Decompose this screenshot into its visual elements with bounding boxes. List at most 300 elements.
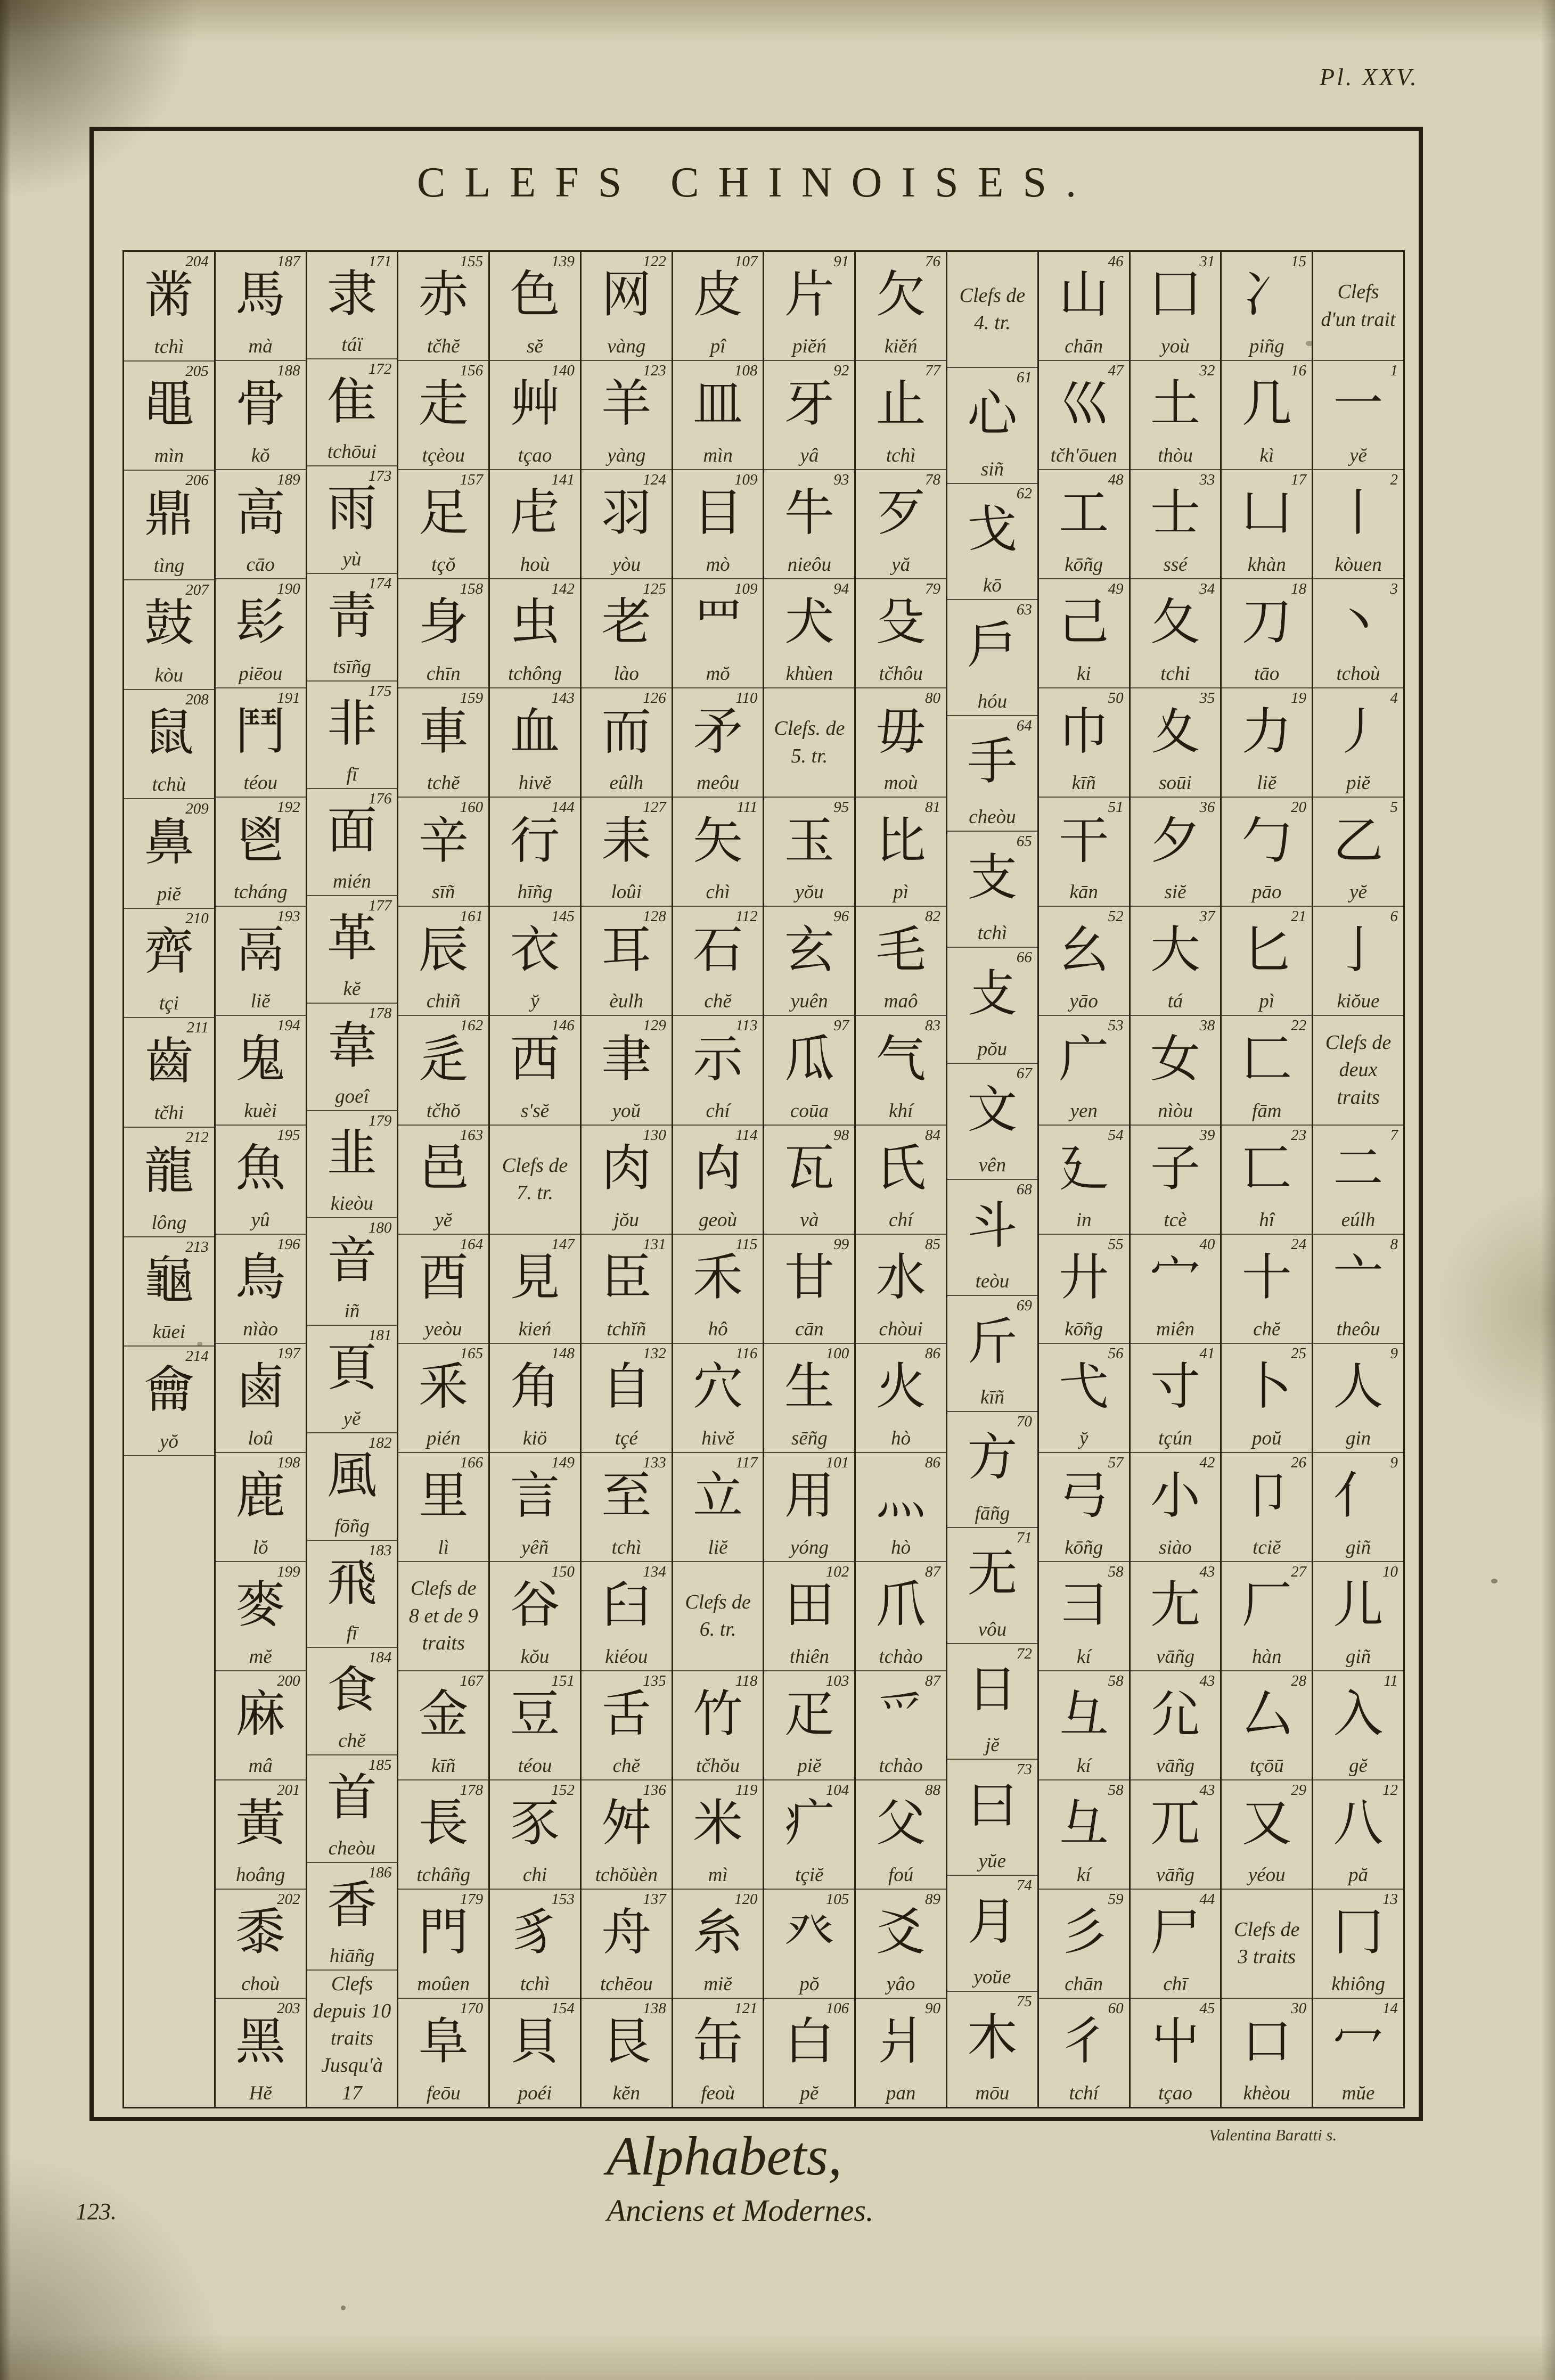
radical-glyph: 疒 [784, 1796, 834, 1852]
radical-glyph: 爻 [875, 1905, 926, 1961]
radical-cell [764, 1562, 854, 1671]
radical-glyph: 欠 [875, 267, 926, 323]
radical-number: 76 [925, 253, 941, 270]
radical-name: hivĕ [518, 772, 552, 794]
radical-glyph: 刀 [1241, 595, 1292, 651]
radical-glyph: 子 [1150, 1141, 1200, 1197]
radical-number: 136 [643, 1781, 666, 1799]
radical-number: 28 [1291, 1672, 1307, 1689]
radical-number: 139 [551, 253, 575, 270]
radical-name: yŭe [978, 1850, 1006, 1873]
radical-name: kōñg [1065, 554, 1103, 576]
radical-glyph: 西 [510, 1031, 560, 1087]
radical-cell [490, 1671, 580, 1780]
radical-name: tsīñg [332, 655, 371, 678]
radical-number: 38 [1199, 1017, 1215, 1035]
radical-glyph: 齊 [144, 924, 194, 980]
radical-name: yêñ [521, 1536, 549, 1558]
radical-name: yĕ [343, 1407, 361, 1430]
radical-name: thòu [1158, 445, 1193, 467]
radical-number: 116 [735, 1344, 758, 1362]
radical-number: 91 [833, 253, 849, 270]
radical-glyph: 几 [1241, 376, 1292, 432]
radical-number: 112 [735, 908, 758, 925]
radical-name: sīñ [432, 881, 455, 904]
radical-cell [124, 909, 214, 1019]
radical-number: 77 [925, 362, 941, 380]
radical-cell [398, 361, 488, 470]
radical-name: yĕ [1349, 881, 1367, 904]
radical-number: 49 [1108, 580, 1124, 598]
radical-glyph: 文 [967, 1082, 1018, 1138]
radical-glyph: 矢 [693, 813, 743, 869]
radical-glyph: 石 [693, 922, 743, 978]
radical-number: 72 [1016, 1645, 1032, 1662]
radical-column-11 [1039, 252, 1131, 2107]
radical-glyph: 彳 [1059, 2014, 1109, 2070]
engraver-credit: Valentina Baratti s. [1209, 2125, 1337, 2144]
radical-number: 184 [368, 1649, 392, 1667]
radical-name: tāo [1254, 663, 1280, 685]
radical-name: tìng [153, 554, 185, 577]
radical-cell [307, 1326, 397, 1433]
radical-glyph: 癶 [784, 1905, 834, 1961]
radical-glyph: 彑 [1059, 1687, 1109, 1743]
radical-name: kieòu [330, 1193, 374, 1215]
radical-name: moù [883, 772, 918, 794]
radical-name: tčhĕ [427, 335, 460, 358]
radical-number: 58 [1108, 1781, 1124, 1799]
radical-name: tchông [508, 663, 562, 685]
radical-glyph: 虍 [510, 486, 560, 541]
radical-number: 147 [551, 1235, 575, 1253]
radical-number: 107 [734, 253, 758, 270]
radical-glyph: 鳥 [235, 1250, 286, 1306]
radical-number: 129 [643, 1017, 666, 1035]
radical-number: 192 [277, 799, 300, 816]
radical-cell [582, 470, 672, 579]
radical-name: yòu [612, 554, 641, 576]
radical-glyph: 月 [967, 1894, 1018, 1950]
radical-cell [124, 252, 214, 362]
radical-number: 95 [833, 799, 849, 816]
radical-cell [216, 688, 306, 798]
radical-name: tciĕ [1253, 1536, 1281, 1558]
radical-glyph: 甘 [784, 1250, 834, 1306]
radical-number: 63 [1016, 601, 1032, 618]
radical-glyph: 曰 [967, 1778, 1018, 1834]
radical-glyph: 虫 [510, 595, 560, 651]
radical-number: 53 [1108, 1017, 1124, 1035]
radical-name: chĕ [612, 1754, 640, 1777]
radical-cell [1313, 1344, 1403, 1453]
radical-glyph: 比 [875, 813, 926, 869]
radical-cell [1039, 798, 1129, 907]
radical-cell [307, 252, 397, 359]
radical-cell [1131, 907, 1221, 1016]
radical-cell [307, 1648, 397, 1755]
radical-name: gĕ [1349, 1754, 1368, 1777]
radical-cell [1131, 1016, 1221, 1125]
radical-glyph: 凵 [1241, 486, 1292, 541]
radical-glyph: 兀 [1150, 1796, 1200, 1852]
radical-name: chiñ [426, 990, 461, 1013]
radical-cell [216, 252, 306, 361]
radical-glyph: 黑 [235, 2014, 286, 2070]
radical-name: kiö [522, 1427, 547, 1449]
radical-cell [856, 1890, 946, 1999]
radical-name: tchĕ [427, 772, 460, 794]
radical-name: gin [1345, 1427, 1371, 1449]
radical-cell [1131, 252, 1221, 361]
radical-cell [490, 907, 580, 1016]
radical-cell [216, 470, 306, 579]
radical-cell [856, 1453, 946, 1562]
radical-name: hàn [1252, 1645, 1282, 1668]
radical-glyph: 禸 [693, 1141, 743, 1197]
radical-name: tçao [518, 445, 552, 467]
radical-cell [1222, 798, 1312, 907]
radical-name: giñ [1345, 1645, 1371, 1668]
radical-cell [673, 1999, 763, 2107]
radical-cell [1313, 470, 1403, 579]
radical-glyph: 廴 [1059, 1141, 1109, 1197]
radical-cell [947, 1644, 1037, 1760]
radical-cell [216, 1235, 306, 1344]
radical-name: vôu [978, 1618, 1007, 1640]
radical-glyph: 鬯 [235, 813, 286, 869]
radical-glyph: 爿 [875, 2014, 926, 2070]
radical-cell [673, 798, 763, 907]
radical-number: 16 [1291, 362, 1307, 380]
radical-cell [216, 1453, 306, 1562]
radical-name: poŭ [1252, 1427, 1282, 1449]
radical-glyph: 氏 [875, 1141, 926, 1197]
radical-cell [582, 1453, 672, 1562]
radical-name: tchì [520, 1973, 550, 1995]
radical-cell [490, 1235, 580, 1344]
radical-name: khí [889, 1099, 913, 1122]
radical-number: 80 [925, 690, 941, 707]
radical-glyph: 高 [235, 486, 286, 541]
radical-glyph: 瓦 [784, 1141, 834, 1197]
radical-glyph: 爫 [875, 1687, 926, 1743]
radical-cell [1313, 1453, 1403, 1562]
radical-number: 108 [734, 362, 758, 380]
radical-name: chĕ [1253, 1318, 1281, 1340]
radical-name: feoù [701, 2082, 735, 2105]
radical-cell [1222, 907, 1312, 1016]
radical-glyph: 片 [784, 267, 834, 323]
radical-cell [307, 789, 397, 897]
radical-name: yŏ [159, 1431, 178, 1453]
radical-name: pan [886, 2082, 916, 2105]
radical-number: 31 [1199, 253, 1215, 270]
radical-name: fōñg [334, 1515, 370, 1537]
radical-glyph: 缶 [693, 2014, 743, 2070]
radical-glyph: 巛 [1059, 376, 1109, 432]
radical-cell [307, 466, 397, 574]
radical-number: 67 [1016, 1065, 1032, 1082]
radical-name: kīñ [980, 1386, 1005, 1408]
radical-cell [1222, 1453, 1312, 1562]
radical-glyph: 魚 [235, 1141, 286, 1197]
radical-number: 158 [460, 580, 484, 598]
radical-number: 177 [368, 897, 392, 915]
radical-name: mò [706, 554, 730, 576]
radical-number: 137 [643, 1890, 666, 1908]
radical-name: tchì [154, 335, 184, 358]
radical-glyph: 广 [1059, 1031, 1109, 1087]
radical-cell [1131, 1235, 1221, 1344]
radical-name: mì [708, 1864, 728, 1886]
radical-cell [1039, 470, 1129, 579]
radical-number: 39 [1199, 1126, 1215, 1144]
radical-name: tçao [1158, 2082, 1192, 2105]
radical-cell [490, 361, 580, 470]
radical-cell [764, 1999, 854, 2107]
radical-name: chí [889, 1209, 913, 1231]
radical-name: cān [795, 1318, 824, 1340]
radical-glyph: 黽 [144, 377, 194, 433]
radical-name: chī [1163, 1973, 1188, 1995]
radical-cell [1131, 1453, 1221, 1562]
radical-cell [1313, 1999, 1403, 2107]
radical-cell [307, 1863, 397, 1971]
radical-cell [307, 1433, 397, 1541]
radical-glyph: 食 [326, 1663, 377, 1719]
radical-glyph: 寸 [1150, 1359, 1200, 1415]
radical-name: fī [346, 1622, 358, 1645]
radical-glyph: 貝 [510, 2014, 560, 2070]
radical-number: 138 [643, 2000, 666, 2017]
radical-glyph: 殳 [875, 595, 926, 651]
radical-number: 201 [277, 1781, 300, 1799]
radical-name: kīñ [1071, 772, 1096, 794]
radical-name: yéou [1248, 1864, 1286, 1886]
radical-name: kŏu [520, 1645, 550, 1668]
radical-glyph: 冫 [1241, 267, 1292, 323]
radical-name: piñg [1249, 335, 1284, 358]
radical-number: 34 [1199, 580, 1215, 598]
radical-name: liĕ [1257, 772, 1277, 794]
radical-name: lì [438, 1536, 449, 1558]
radical-number: 43 [1199, 1672, 1215, 1689]
radical-name: chĕ [704, 990, 732, 1013]
radical-number: 58 [1108, 1563, 1124, 1580]
radical-name: tchĭñ [607, 1318, 646, 1340]
radical-cell [582, 252, 672, 361]
radical-name: hivĕ [701, 1427, 734, 1449]
radical-cell [490, 798, 580, 907]
radical-name: kīñ [431, 1754, 456, 1777]
radical-glyph: 斗 [967, 1198, 1018, 1254]
radical-name: eúlh [1341, 1209, 1376, 1231]
radical-number: 148 [551, 1344, 575, 1362]
radical-cell [216, 1016, 306, 1125]
paper-stain [1491, 1579, 1497, 1583]
radical-name: yâ [800, 445, 819, 467]
radical-cell [307, 1111, 397, 1219]
radical-name: hóu [977, 690, 1008, 712]
radical-number: 142 [551, 580, 575, 598]
radical-number: 32 [1199, 362, 1215, 380]
radical-glyph: 小 [1150, 1468, 1200, 1524]
radical-name: tčhŏ [426, 1099, 461, 1122]
radical-glyph: 羊 [601, 376, 652, 432]
radical-number: 36 [1199, 799, 1215, 816]
radical-name: tchēou [600, 1973, 653, 1995]
radical-name: foú [888, 1864, 914, 1886]
radical-number: 61 [1016, 368, 1032, 386]
radical-cell [307, 359, 397, 467]
radical-cell [1131, 1890, 1221, 1999]
radical-column-12 [1131, 252, 1222, 2107]
radical-number: 122 [643, 253, 666, 270]
radical-name: táï [341, 333, 363, 356]
radical-name: tçé [615, 1427, 638, 1449]
radical-name: kiĕń [884, 335, 918, 358]
radical-glyph: 聿 [601, 1031, 652, 1087]
radical-number: 12 [1382, 1781, 1398, 1799]
radical-glyph: 辰 [418, 922, 469, 978]
radical-cell [947, 1412, 1037, 1528]
radical-name: pĕ [800, 2082, 819, 2105]
radical-cell [307, 682, 397, 789]
radical-name: kān [1069, 881, 1098, 904]
radical-glyph: 鼎 [144, 487, 194, 543]
radical-cell [1039, 1126, 1129, 1235]
radical-glyph: 首 [326, 1770, 377, 1826]
radical-name: kōñg [1065, 1536, 1103, 1558]
radical-number: 131 [643, 1235, 666, 1253]
radical-number: 88 [925, 1781, 941, 1799]
radical-name: soūi [1159, 772, 1192, 794]
radical-name: kień [518, 1318, 552, 1340]
radical-name: fām [1252, 1099, 1282, 1122]
radical-cell [216, 1126, 306, 1235]
radical-glyph: 隹 [326, 374, 377, 430]
radical-number: 144 [551, 799, 575, 816]
caption-subtitle: Anciens et Modernes. [607, 2193, 874, 2228]
radical-column-9 [856, 252, 947, 2107]
radical-name: tčhi [154, 1102, 184, 1125]
radical-cell [1039, 1780, 1129, 1890]
paper-stain [341, 2305, 346, 2310]
radical-name: hô [708, 1318, 728, 1340]
radical-number: 13 [1382, 1890, 1398, 1908]
radical-cell [582, 361, 672, 470]
radical-name: mìn [154, 445, 184, 467]
radical-cell [947, 832, 1037, 948]
radical-number: 205 [185, 362, 209, 380]
radical-glyph: 香 [326, 1877, 377, 1933]
radical-cell [764, 1780, 854, 1890]
radical-number: 154 [551, 2000, 575, 2017]
radical-name: miĕ [703, 1973, 732, 1995]
radical-glyph: 豕 [510, 1796, 560, 1852]
radical-glyph: 儿 [1333, 1578, 1384, 1634]
radical-number: 50 [1108, 690, 1124, 707]
radical-name: y̆ [1079, 1427, 1088, 1449]
radical-number: 105 [825, 1890, 849, 1908]
radical-name: Hĕ [249, 2082, 272, 2105]
radical-cell [1039, 252, 1129, 361]
radical-name: siào [1159, 1536, 1192, 1558]
radical-number: 187 [277, 253, 300, 270]
radical-number: 47 [1108, 362, 1124, 380]
radical-column-13 [1222, 252, 1313, 2107]
radical-number: 83 [925, 1017, 941, 1035]
radical-number: 188 [277, 362, 300, 380]
radical-glyph: 至 [601, 1468, 652, 1524]
radical-column-6 [582, 252, 673, 2107]
radical-number: 14 [1382, 2000, 1398, 2017]
radical-glyph: 舟 [601, 1905, 652, 1961]
radical-number: 161 [460, 908, 484, 925]
radical-name: yàng [607, 445, 646, 467]
radical-cell [398, 1016, 488, 1125]
radical-glyph: 音 [326, 1233, 377, 1289]
radical-number: 87 [925, 1563, 941, 1580]
radical-number: 195 [277, 1126, 300, 1144]
radical-number: 152 [551, 1781, 575, 1799]
radical-cell [1039, 1562, 1129, 1671]
radical-glyph: 用 [784, 1468, 834, 1524]
radical-cell [307, 1004, 397, 1111]
radical-cell [673, 252, 763, 361]
radical-cell [1222, 361, 1312, 470]
radical-glyph: 尸 [1150, 1905, 1200, 1961]
radical-number: 104 [825, 1781, 849, 1799]
radical-cell [490, 1344, 580, 1453]
radical-number: 197 [277, 1344, 300, 1362]
radical-glyph: 亠 [1333, 1250, 1384, 1306]
radical-cell [1313, 907, 1403, 1016]
radical-number: 59 [1108, 1890, 1124, 1908]
radical-glyph: 黃 [235, 1796, 286, 1852]
radical-glyph: 弋 [1059, 1359, 1109, 1415]
radical-name: khèou [1243, 2082, 1290, 2105]
radical-glyph: 豆 [510, 1687, 560, 1743]
radical-cell [490, 1016, 580, 1125]
radical-name: miên [1156, 1318, 1194, 1340]
radical-cell [1131, 1562, 1221, 1671]
radical-name: piĕń [792, 335, 826, 358]
radical-cell [856, 688, 946, 798]
radical-cell [582, 688, 672, 798]
radical-glyph: 夂 [1150, 595, 1200, 651]
radical-number: 94 [833, 580, 849, 598]
radical-glyph: 网 [601, 267, 652, 323]
radical-number: 110 [735, 690, 758, 707]
radical-name: yuên [790, 990, 828, 1013]
radical-name: mâ [248, 1754, 273, 1777]
radical-glyph: 大 [1150, 922, 1200, 978]
radical-number: 78 [925, 471, 941, 489]
radical-glyph: 八 [1333, 1796, 1384, 1852]
radical-glyph: 骨 [235, 376, 286, 432]
radical-glyph: 足 [418, 486, 469, 541]
radical-glyph: 鼻 [144, 815, 194, 871]
radical-name: tčhŏu [695, 1754, 740, 1777]
radical-glyph: 卜 [1241, 1359, 1292, 1415]
radical-name: piĕ [1346, 772, 1371, 794]
radical-number: 150 [551, 1563, 575, 1580]
radical-name: pî [710, 335, 726, 358]
radical-name: tçiĕ [795, 1864, 824, 1886]
radical-number: 185 [368, 1757, 392, 1774]
